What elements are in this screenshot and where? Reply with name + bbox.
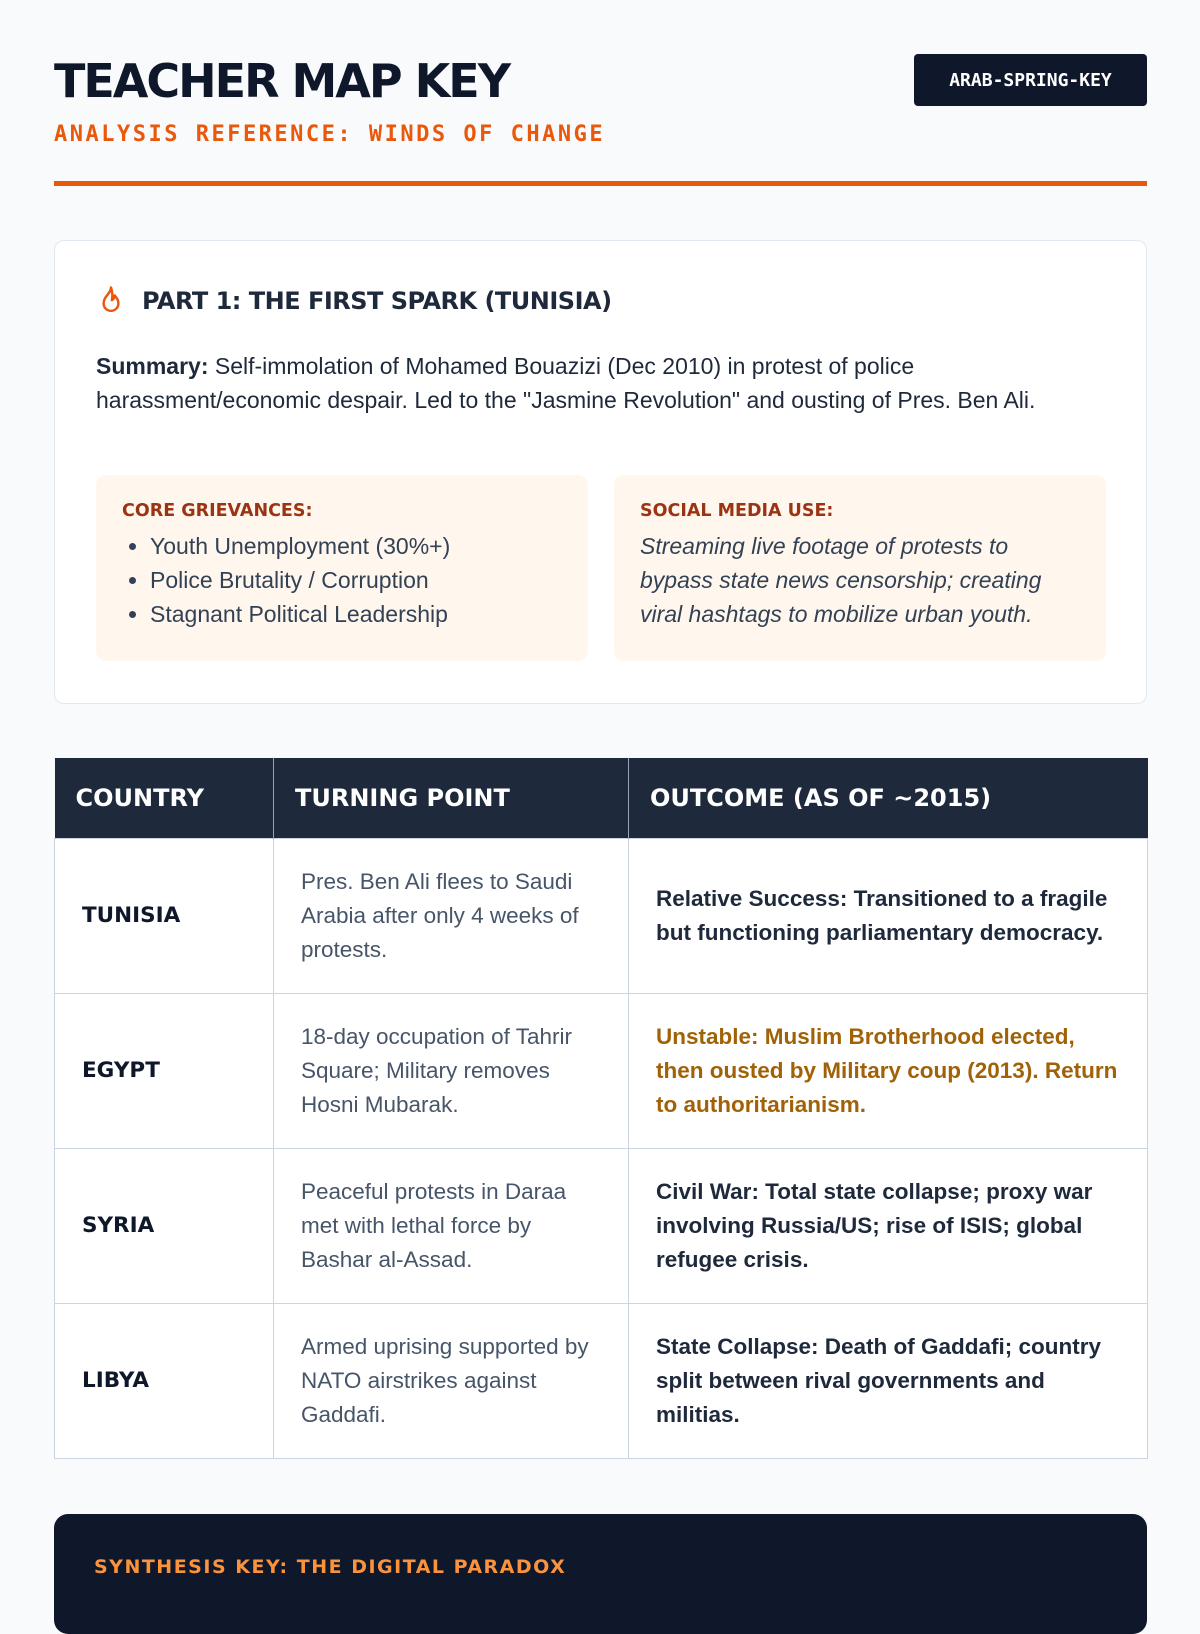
grievances-list — [122, 529, 562, 631]
summary-text: Self-immolation of Mohamed Bouazizi (Dec 2010) in protest of police harassment/economic despair. Led to the "Jasmine Revolution" and ousting of Pres. Ben Ali. — [96, 353, 1036, 413]
list-item: • Stagnant Political Leadership — [150, 597, 562, 631]
country-cell: TUNISIA — [55, 838, 274, 993]
part1-title: PART 1: THE FIRST SPARK (TUNISIA) — [142, 287, 612, 315]
outcome-cell: Relative Success: Transitioned to a fragile but functioning parliamentary democracy. — [629, 838, 1148, 993]
page — [54, 0, 1147, 1578]
outcomes-table — [54, 758, 1148, 1459]
turning-point-cell: Armed uprising supported by NATO airstrikes against Gaddafi. — [274, 1303, 629, 1458]
turning-point-cell: 18-day occupation of Tahrir Square; Military removes Hosni Mubarak. — [274, 993, 629, 1148]
page-title: TEACHER MAP KEY — [54, 54, 509, 108]
turning-point-cell: Pres. Ben Ali flees to Saudi Arabia after only 4 weeks of protests. — [274, 838, 629, 993]
social-media-label: SOCIAL MEDIA USE: — [640, 501, 834, 521]
outcome-cell: Unstable: Muslim Brotherhood elected, then ousted by Military coup (2013). Return to authoritarianism. — [629, 993, 1148, 1148]
synthesis-label: SYNTHESIS KEY: THE DIGITAL PARADOX — [94, 1556, 567, 1578]
grievances-label: CORE GRIEVANCES: — [122, 501, 313, 521]
social-media-text: Streaming live footage of protests to bypass state news censorship; creating viral hashtags to mobilize urban youth. — [640, 533, 1042, 627]
part1-summary — [96, 349, 1096, 417]
social-media-box — [614, 475, 1106, 661]
header-divider — [54, 181, 1147, 186]
flame-icon — [96, 285, 126, 317]
table-row — [55, 838, 1148, 993]
header-outcome: OUTCOME (AS OF ~2015) — [629, 758, 1148, 838]
table-row — [55, 1148, 1148, 1303]
table-row — [55, 993, 1148, 1148]
table-row — [55, 1303, 1148, 1458]
part1-card — [54, 240, 1147, 704]
grievances-box — [96, 475, 588, 661]
list-item: • Youth Unemployment (30%+) — [150, 529, 562, 563]
outcome-cell: State Collapse: Death of Gaddafi; country split between rival governments and militias. — [629, 1303, 1148, 1458]
country-cell: EGYPT — [55, 993, 274, 1148]
table-header-row — [55, 758, 1148, 838]
list-item: • Police Brutality / Corruption — [150, 563, 562, 597]
country-cell: SYRIA — [55, 1148, 274, 1303]
header-turning-point: TURNING POINT — [274, 758, 629, 838]
page-subtitle: ANALYSIS REFERENCE: WINDS OF CHANGE — [54, 122, 606, 147]
turning-point-cell: Peaceful protests in Daraa met with lethal force by Bashar al-Assad. — [274, 1148, 629, 1303]
header-country: COUNTRY — [55, 758, 274, 838]
header — [54, 0, 1147, 185]
part1-heading — [96, 285, 612, 317]
key-badge: ARAB-SPRING-KEY — [914, 54, 1147, 106]
synthesis-panel — [54, 1514, 1147, 1634]
country-cell: LIBYA — [55, 1303, 274, 1458]
summary-label: Summary: — [96, 353, 209, 379]
outcome-cell: Civil War: Total state collapse; proxy war involving Russia/US; rise of ISIS; global refugee crisis. — [629, 1148, 1148, 1303]
